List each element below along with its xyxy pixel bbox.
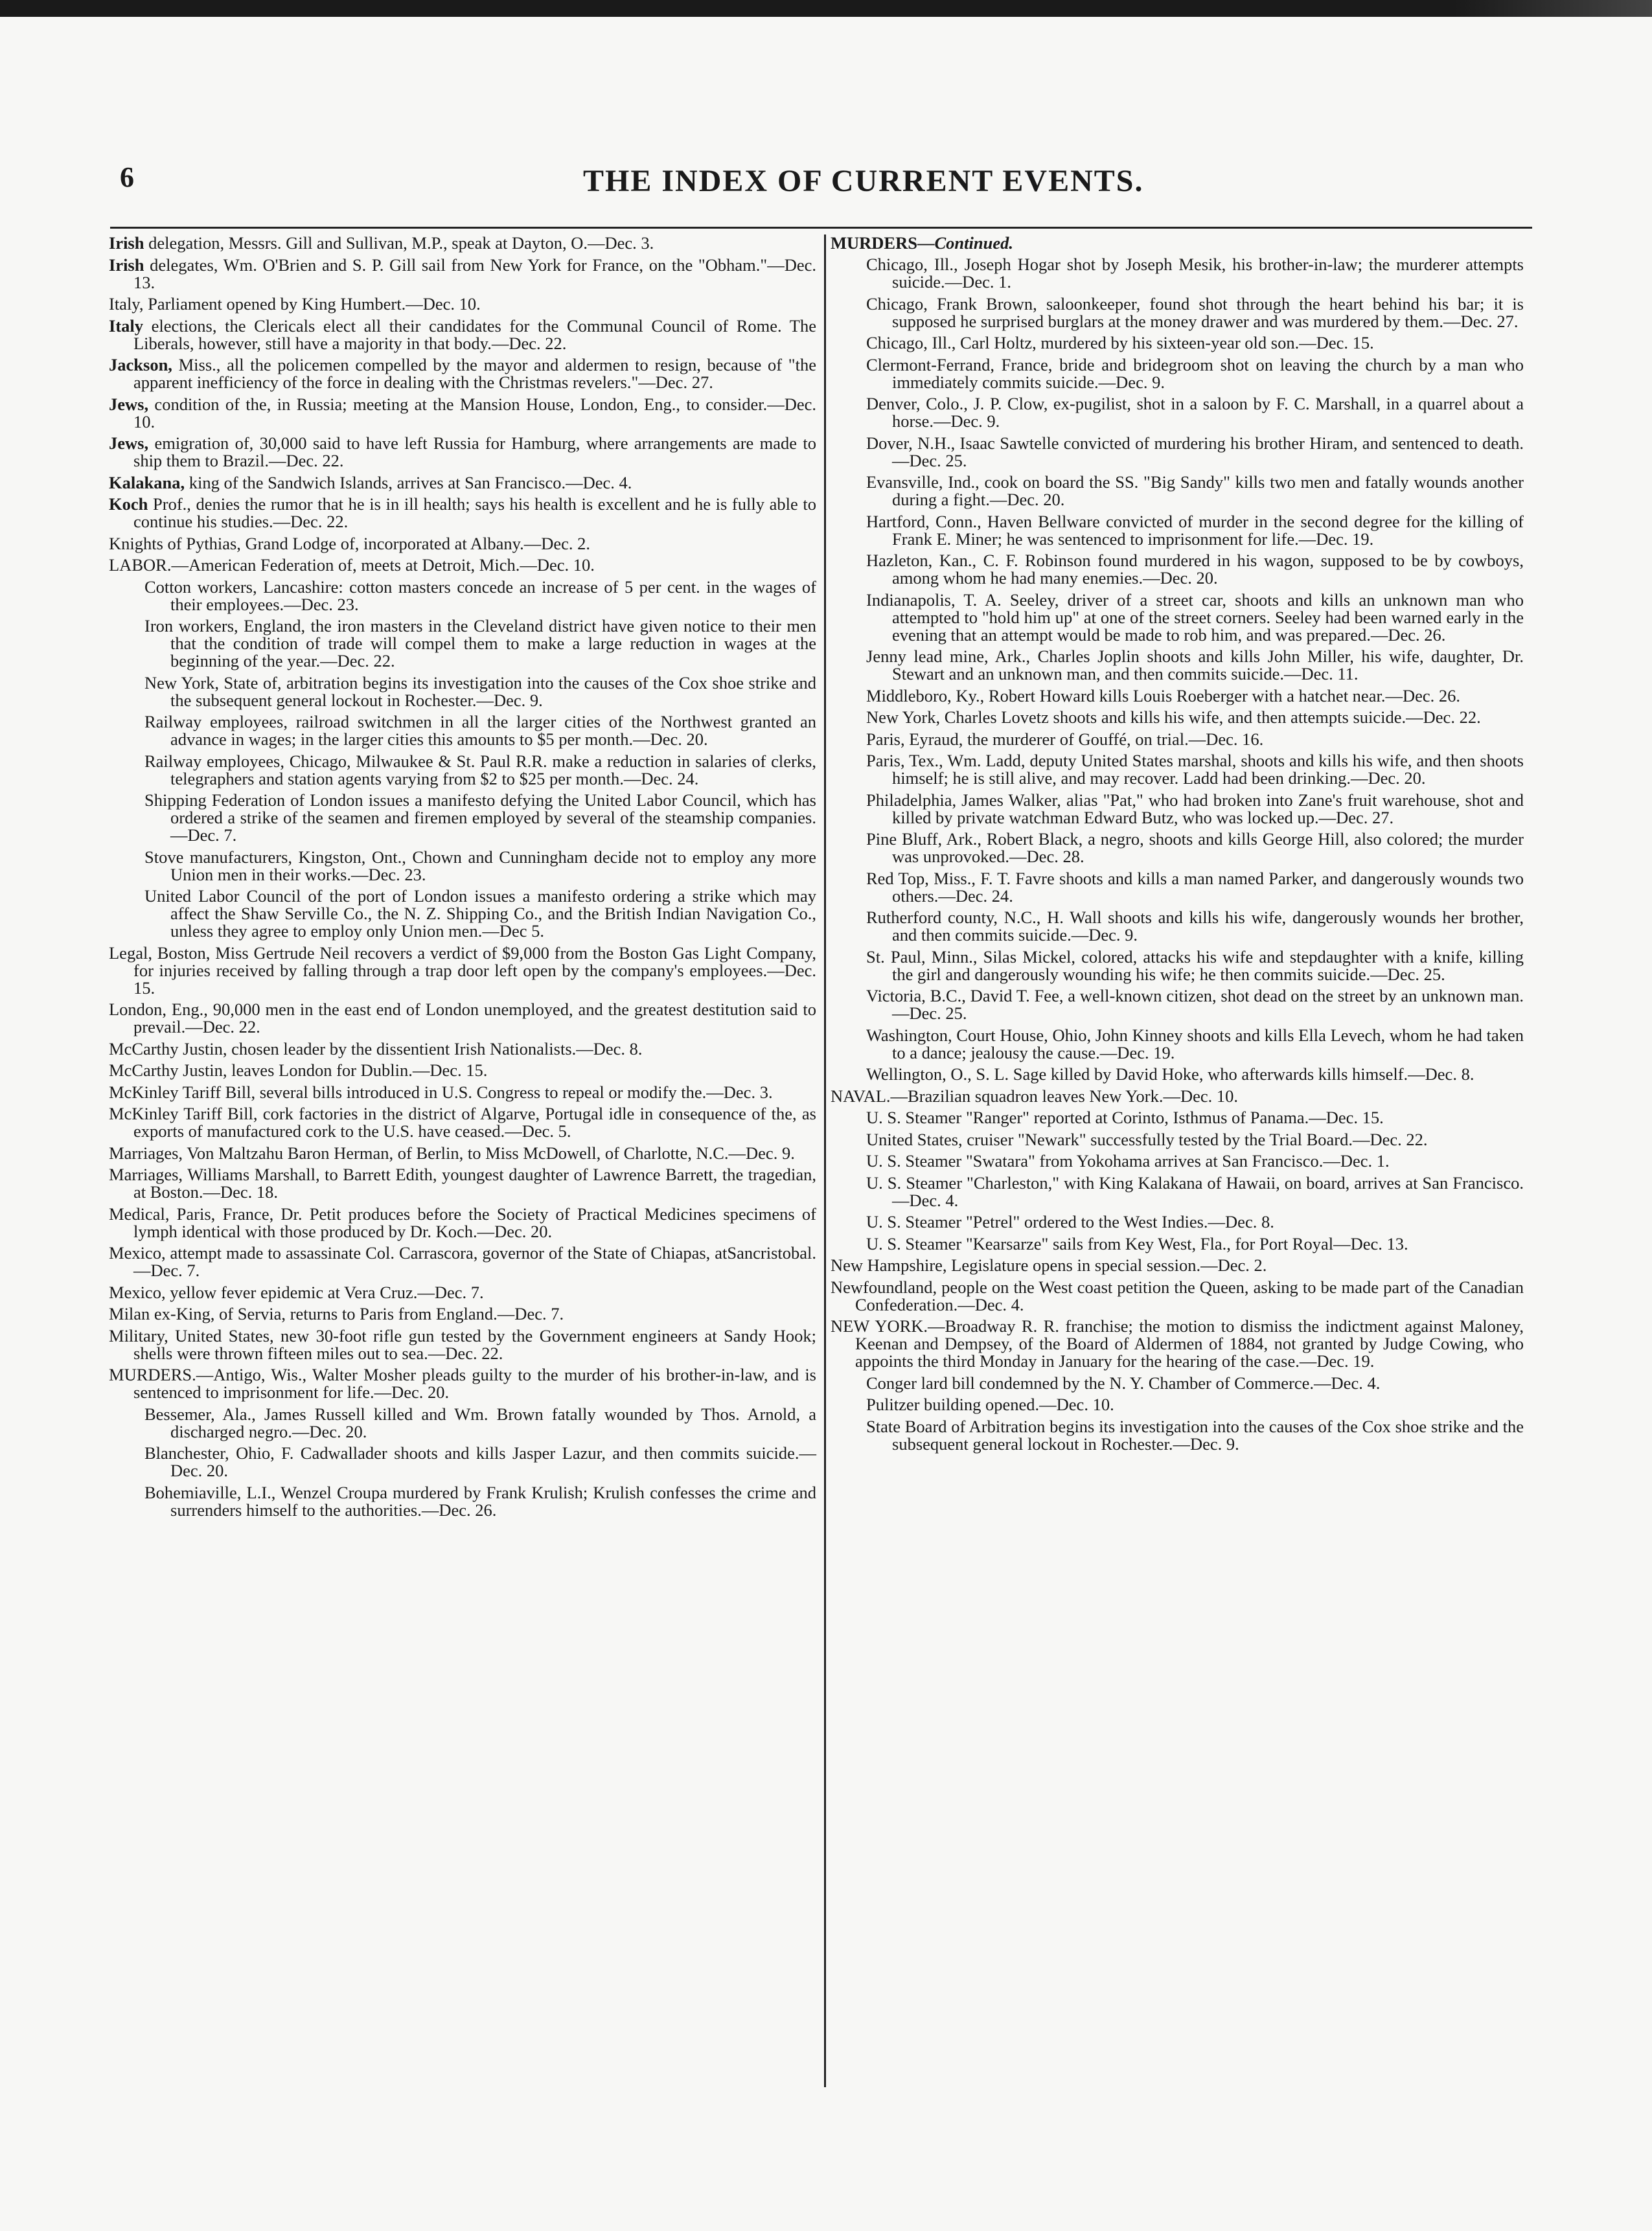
entry-text: U. S. Steamer "Ranger" reported at Corinto, Isthmus of Panama.—Dec. 15. [866, 1108, 1384, 1127]
entry-text: Milan ex-King, of Servia, returns to Paris from England.—Dec. 7. [109, 1304, 564, 1323]
entry-keyword: Jackson, [109, 355, 172, 374]
entry-text: Hartford, Conn., Haven Bellware convicted of murder in the second degree for the killing of Frank E. Miner; he was sentenced to imprisonment for life.—Dec. 19. [866, 511, 1524, 549]
entry-text: Bessemer, Ala., James Russell killed and Wm. Brown fatally wounded by Thos. Arnold, a discharged negro.—Dec. 20. [144, 1404, 816, 1441]
index-entry [109, 1305, 816, 1323]
entry-text: McKinley Tariff Bill, several bills introduced in U.S. Congress to repeal or modify the.—Dec. 3. [109, 1082, 773, 1102]
entry-keyword: Jews, [109, 394, 149, 414]
index-entry [109, 556, 816, 574]
continued-heading [831, 235, 1524, 252]
index-entry [109, 535, 816, 553]
index-entry [831, 1088, 1524, 1105]
index-entry [109, 257, 816, 292]
index-entry [109, 1145, 816, 1162]
index-entry [109, 1105, 816, 1140]
index-entry [831, 709, 1524, 726]
entry-text: Railway employees, Chicago, Milwaukee & St. Paul R.R. make a reduction in salaries of clerks, telegraphers and station agents varying from $2 to $25 per month.—Dec. 24. [144, 751, 816, 788]
entry-text: Rutherford county, N.C., H. Wall shoots and kills his wife, dangerously wounds her brother, and then commits suicide.—Dec. 9. [866, 908, 1524, 944]
entry-text: Middleboro, Ky., Robert Howard kills Louis Roeberger with a hatchet near.—Dec. 26. [866, 685, 1460, 705]
entry-keyword: Irish [109, 233, 144, 253]
index-entry [831, 513, 1524, 548]
entry-keyword: Koch [109, 494, 148, 514]
entry-text: Railway employees, railroad switchmen in all the larger cities of the Northwest granted an advance in wages; in the larger cities this amounts to $5 per month.—Dec. 20. [144, 712, 816, 749]
index-entry [109, 1001, 816, 1036]
entry-text: elections, the Clericals elect all their candidates for the Communal Council of Rome. The Liberals, however, still have a majority in that body.—Dec. 22. [133, 315, 816, 353]
index-entry [831, 1235, 1524, 1253]
entry-text: London, Eng., 90,000 men in the east end of London unemployed, and the greatest destitution said to prevail.—Dec. 22. [109, 1000, 816, 1036]
index-entry [831, 1152, 1524, 1170]
index-entry [109, 944, 816, 997]
index-entry [831, 1418, 1524, 1453]
index-entry [831, 648, 1524, 683]
entry-text: Chicago, Ill., Carl Holtz, murdered by his sixteen-year old son.—Dec. 15. [866, 333, 1374, 352]
entry-text: NEW YORK.—Broadway R. R. franchise; the motion to dismiss the indictment against Maloney, Keenan and Dempsey, of the Board of Aldermen of 1884, not granted by Judge Cowing, who appoints the third Monday in January for the hearing of the case.—Dec. 19. [831, 1316, 1524, 1371]
entry-text: Philadelphia, James Walker, alias "Pat," who had broken into Zane's fruit warehouse, shot and killed by private watchman Edward Butz, who was locked up.—Dec. 27. [866, 790, 1524, 827]
top-edge-bar [0, 0, 1652, 17]
entry-keyword: Kalakana, [109, 472, 185, 492]
index-entry [109, 396, 816, 431]
entry-keyword: Italy [109, 315, 143, 336]
index-entry [109, 1062, 816, 1079]
entry-text: Victoria, B.C., David T. Fee, a well-known citizen, shot dead on the street by an unknown man.—Dec. 25. [866, 986, 1524, 1023]
index-entry [831, 1213, 1524, 1231]
header-rule [110, 227, 1532, 229]
page-title: THE INDEX OF CURRENT EVENTS. [583, 164, 1144, 198]
entry-text: New York, Charles Lovetz shoots and kills his wife, and then attempts suicide.—Dec. 22. [866, 707, 1481, 727]
index-entry [831, 687, 1524, 705]
index-entry [109, 1166, 816, 1201]
index-entry [831, 1174, 1524, 1209]
entry-text: MURDERS.—Antigo, Wis., Walter Mosher pleads guilty to the murder of his brother-in-law, and is sentenced to imprisonment for life.—Dec. 20. [109, 1365, 816, 1402]
index-entry [831, 731, 1524, 748]
index-entry [831, 356, 1524, 391]
entry-text: emigration of, 30,000 said to have left Russia for Hamburg, where arrangements are made to ship them to Brazil.—Dec. 22. [133, 433, 816, 470]
entry-text: McKinley Tariff Bill, cork factories in the district of Algarve, Portugal idle in consequence of the, as exports of manufactured cork to the U.S. have ceased.—Dec. 5. [109, 1104, 816, 1141]
index-entry [109, 356, 816, 391]
index-entry [109, 496, 816, 531]
index-entry [109, 1366, 816, 1401]
entry-text: Blanchester, Ohio, F. Cadwallader shoots and kills Jasper Lazur, and then commits suicide.—Dec. 20. [144, 1443, 816, 1480]
entry-text: United Labor Council of the port of London issues a manifesto ordering a strike which may affect the Shaw Serville Co., the N. Z. Shipping Co., and the British Indian Navigation Co., unless they agree to employ only Union men.—Dec 5. [144, 886, 816, 941]
entry-text: Marriages, Von Maltzahu Baron Herman, of Berlin, to Miss McDowell, of Charlotte, N.C.—Dec. 9. [109, 1143, 795, 1163]
entry-text: New York, State of, arbitration begins its investigation into the causes of the Cox shoe strike and the subsequent general lockout in Rochester.—Dec. 9. [144, 672, 816, 710]
page-number: 6 [120, 161, 134, 193]
entry-text: Shipping Federation of London issues a manifesto defying the United Labor Council, which has ordered a strike of the seamen and firemen employed by several of the steamship companies.—Dec. 7. [144, 790, 816, 845]
entry-text: Italy, Parliament opened by King Humbert.—Dec. 10. [109, 294, 481, 314]
entry-text: Pine Bluff, Ark., Robert Black, a negro, shoots and kills George Hill, also colored; the murder was unprovoked.—Dec. 28. [866, 829, 1524, 866]
continued-heading-note: Continued. [934, 233, 1013, 253]
entry-text: St. Paul, Minn., Silas Mickel, colored, attacks his wife and stepdaughter with a knife, killing the girl and dangerously wounding his wife; he then commits suicide.—Dec. 25. [866, 946, 1524, 984]
entry-text: Jenny lead mine, Ark., Charles Joplin shoots and kills John Miller, his wife, daughter, Dr. Stewart and an unknown man, and then commits suicide.—Dec. 11. [866, 646, 1524, 683]
entry-text: Chicago, Frank Brown, saloonkeeper, found shot through the heart behind his bar; it is supposed he surprised burglars at the money drawer and was murdered by them.—Dec. 27. [866, 293, 1524, 331]
index-entry [109, 617, 816, 670]
entry-text: Mexico, yellow fever epidemic at Vera Cruz.—Dec. 7. [109, 1282, 484, 1302]
entry-text: Indianapolis, T. A. Seeley, driver of a street car, shoots and kills an unknown man who attempted to "hold him up" at one of the street corners. Seeley had been warned early in the evening that an attempt would be made to rob him, and was prepared.—Dec. 26. [866, 589, 1524, 645]
entry-text: U. S. Steamer "Kearsarze" sails from Key West, Fla., for Port Royal—Dec. 13. [866, 1233, 1408, 1253]
entry-text: Paris, Eyraud, the murderer of Gouffé, on trial.—Dec. 16. [866, 729, 1264, 749]
entry-text: U. S. Steamer "Swatara" from Yokohama arrives at San Francisco.—Dec. 1. [866, 1151, 1390, 1171]
entry-text: Bohemiaville, L.I., Wenzel Croupa murdered by Frank Krulish; Krulish confesses the crime and surrenders himself to the authorities.—Dec. 26. [144, 1482, 816, 1520]
index-entry [831, 334, 1524, 352]
entry-text: Cotton workers, Lancashire: cotton masters concede an increase of 5 per cent. in the wages of their employees.—Dec. 23. [144, 577, 816, 614]
entry-text: Evansville, Ind., cook on board the SS. "Big Sandy" kills two men and fatally wounds another during a fight.—Dec. 20. [866, 472, 1524, 509]
entry-text: U. S. Steamer "Petrel" ordered to the West Indies.—Dec. 8. [866, 1212, 1274, 1231]
index-entry [831, 1257, 1524, 1274]
index-entry [831, 1279, 1524, 1314]
entry-text: Wellington, O., S. L. Sage killed by David Hoke, who afterwards kills himself.—Dec. 8. [866, 1064, 1474, 1084]
index-entry [109, 1445, 816, 1480]
index-entry [109, 674, 816, 709]
entry-text: LABOR.—American Federation of, meets at Detroit, Mich.—Dec. 10. [109, 555, 595, 575]
entry-text: Marriages, Williams Marshall, to Barrett Edith, youngest daughter of Lawrence Barrett, the tragedian, at Boston.—Dec. 18. [109, 1165, 816, 1202]
entry-text: U. S. Steamer "Charleston," with King Kalakana of Hawaii, on board, arrives at San Francisco.—Dec. 4. [866, 1173, 1524, 1210]
entry-text: Washington, Court House, Ohio, John Kinney shoots and kills Ella Levech, whom he had taken to a dance; jealousy the cause.—Dec. 19. [866, 1025, 1524, 1062]
index-entry [831, 256, 1524, 291]
index-entry [831, 1131, 1524, 1149]
index-entry [831, 435, 1524, 470]
right-column-entries [831, 256, 1524, 1453]
index-entry [109, 435, 816, 470]
index-entry [831, 395, 1524, 430]
index-entry [109, 474, 816, 492]
index-entry [831, 870, 1524, 905]
index-entry [831, 1066, 1524, 1083]
index-entry [831, 1375, 1524, 1392]
index-entry [109, 849, 816, 884]
continued-heading-label: MURDERS— [831, 233, 935, 253]
entry-text: king of the Sandwich Islands, arrives at San Francisco.—Dec. 4. [185, 472, 632, 492]
index-entry [109, 1484, 816, 1519]
entry-text: Newfoundland, people on the West coast petition the Queen, asking to be made part of the Canadian Confederation.—Dec. 4. [831, 1277, 1524, 1314]
entry-text: Legal, Boston, Miss Gertrude Neil recovers a verdict of $9,000 from the Boston Gas Light Company, for injuries received by falling through a trap door left open by the company's employees.—Dec. 15. [109, 943, 816, 998]
entry-text: State Board of Arbitration begins its investigation into the causes of the Cox shoe strike and the subsequent general lockout in Rochester.—Dec. 9. [866, 1416, 1524, 1454]
entry-text: McCarthy Justin, chosen leader by the dissentient Irish Nationalists.—Dec. 8. [109, 1038, 643, 1058]
index-entry [831, 987, 1524, 1022]
index-entry [109, 792, 816, 844]
index-entry [109, 317, 816, 352]
entry-text: Paris, Tex., Wm. Ladd, deputy United States marshal, shoots and kills his wife, and then shoots himself; he is still alive, and may recover. Ladd had been drinking.—Dec. 20. [866, 751, 1524, 788]
entry-text: Denver, Colo., J. P. Clow, ex-pugilist, shot in a saloon by F. C. Marshall, in a quarrel about a horse.—Dec. 9. [866, 394, 1524, 431]
index-entry [109, 1244, 816, 1279]
index-entry [831, 295, 1524, 330]
entry-text: delegates, Wm. O'Brien and S. P. Gill sail from New York for France, on the "Obham."—Dec. 13. [133, 255, 816, 292]
entry-text: Medical, Paris, France, Dr. Petit produces before the Society of Practical Medicines specimens of lymph identical with those produced by Dr. Koch.—Dec. 20. [109, 1204, 816, 1241]
entry-text: NAVAL.—Brazilian squadron leaves New York.—Dec. 10. [831, 1086, 1239, 1106]
index-entry [831, 1396, 1524, 1413]
entry-text: Chicago, Ill., Joseph Hogar shot by Joseph Mesik, his brother-in-law; the murderer attempts suicide.—Dec. 1. [866, 255, 1524, 292]
index-entry [109, 1406, 816, 1441]
index-entry [109, 753, 816, 788]
entry-text: Stove manufacturers, Kingston, Ont., Chown and Cunningham decide not to employ any more Union men in their works.—Dec. 23. [144, 847, 816, 884]
left-column [109, 235, 816, 1523]
index-entry [109, 1284, 816, 1301]
index-entry [831, 792, 1524, 827]
entry-text: Prof., denies the rumor that he is in ill health; says his health is excellent and he is fully able to continue his studies.—Dec. 22. [133, 494, 816, 531]
index-entry [109, 235, 816, 252]
entry-text: Hazleton, Kan., C. F. Robinson found murdered in his wagon, supposed to be by cowboys, among whom he had many enemies.—Dec. 20. [866, 551, 1524, 588]
entry-text: Knights of Pythias, Grand Lodge of, incorporated at Albany.—Dec. 2. [109, 533, 591, 553]
index-entry [109, 1327, 816, 1362]
entry-text: delegation, Messrs. Gill and Sullivan, M.P., speak at Dayton, O.—Dec. 3. [144, 233, 654, 253]
index-entry [831, 1109, 1524, 1127]
index-entry [109, 1084, 816, 1101]
index-entry [831, 1027, 1524, 1062]
index-entry [831, 752, 1524, 787]
index-entry [831, 1318, 1524, 1370]
entry-text: Mexico, attempt made to assassinate Col. Carrascora, governor of the State of Chiapas, atSancristobal.—Dec. 7. [109, 1243, 816, 1280]
index-entry [831, 948, 1524, 983]
index-entry [831, 591, 1524, 644]
entry-text: Dover, N.H., Isaac Sawtelle convicted of murdering his brother Hiram, and sentenced to death.—Dec. 25. [866, 433, 1524, 470]
index-entry [109, 1206, 816, 1241]
entry-text: condition of the, in Russia; meeting at the Mansion House, London, Eng., to consider.—Dec. 10. [133, 394, 816, 431]
entry-keyword: Irish [109, 255, 144, 275]
entry-text: Iron workers, England, the iron masters in the Cleveland district have given notice to their men that the condition of trade will compel them to make a large reduction in wages at the beginning of the year.—Dec. 22. [144, 616, 816, 670]
index-entry [109, 1040, 816, 1058]
entry-text: Pulitzer building opened.—Dec. 10. [866, 1395, 1114, 1414]
index-entry [109, 887, 816, 940]
entry-text: United States, cruiser "Newark" successfully tested by the Trial Board.—Dec. 22. [866, 1129, 1428, 1149]
index-entry [109, 578, 816, 613]
index-entry [831, 474, 1524, 509]
entry-text: McCarthy Justin, leaves London for Dublin.—Dec. 15. [109, 1060, 488, 1080]
right-column [831, 235, 1524, 1457]
entry-text: New Hampshire, Legislature opens in special session.—Dec. 2. [831, 1255, 1267, 1275]
entry-text: Clermont-Ferrand, France, bride and bridegroom shot on leaving the church by a man who immediately commits suicide.—Dec. 9. [866, 354, 1524, 392]
entry-text: Miss., all the policemen compelled by the mayor and aldermen to resign, because of "the apparent inefficiency of the force in dealing with the Christmas revelers."—Dec. 27. [133, 355, 816, 392]
column-divider [824, 235, 826, 2087]
index-entry [109, 713, 816, 748]
entry-text: Military, United States, new 30-foot rifle gun tested by the Government engineers at Sandy Hook; shells were thrown fifteen miles out to sea.—Dec. 22. [109, 1325, 816, 1363]
index-entry [831, 909, 1524, 944]
index-entry [831, 830, 1524, 865]
entry-keyword: Jews, [109, 433, 149, 453]
index-entry [109, 295, 816, 313]
entry-text: Red Top, Miss., F. T. Favre shoots and kills a man named Parker, and dangerously wounds two others.—Dec. 24. [866, 868, 1524, 906]
entry-text: Conger lard bill condemned by the N. Y. Chamber of Commerce.—Dec. 4. [866, 1373, 1381, 1393]
index-entry [831, 552, 1524, 587]
